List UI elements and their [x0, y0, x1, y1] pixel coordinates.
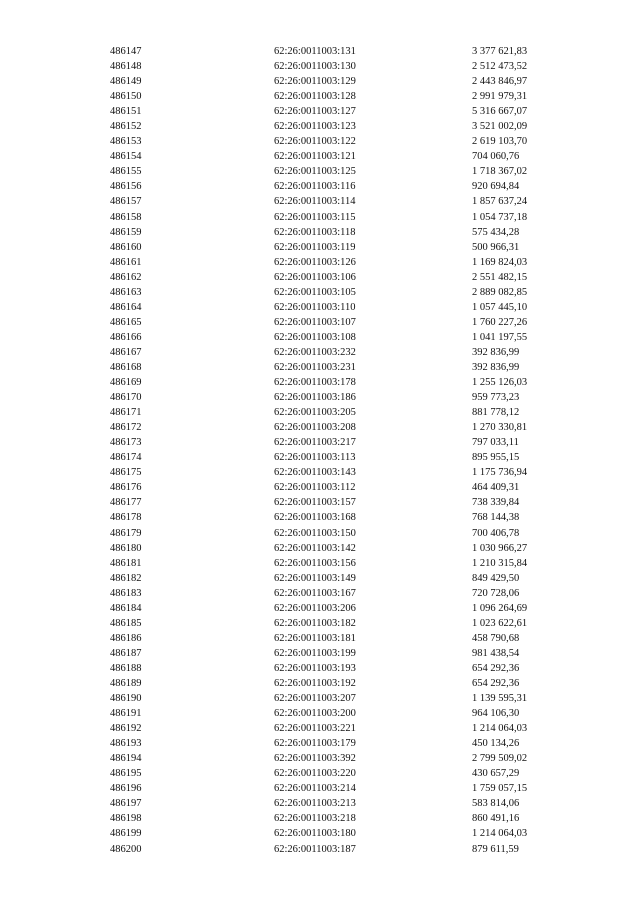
table-row: [110, 59, 562, 74]
cadastral-number-cell: 62:26:0011003:205: [274, 407, 356, 419]
cadastral-number-cell: 62:26:0011003:110: [274, 301, 356, 313]
table-row: [110, 119, 562, 134]
cadastral-value-cell: 2 512 473,52: [472, 61, 528, 73]
cadastral-value-table: [110, 44, 562, 857]
table-row: [110, 826, 562, 841]
row-number-cell: 486147: [110, 46, 142, 58]
cadastral-number-cell: 62:26:0011003:126: [274, 256, 356, 268]
table-row: [110, 766, 562, 781]
table-row: [110, 556, 562, 571]
cadastral-number-cell: 62:26:0011003:105: [274, 286, 356, 298]
table-row: [110, 405, 562, 420]
cadastral-value-cell: 1 718 367,02: [472, 166, 528, 178]
cadastral-number-cell: 62:26:0011003:125: [274, 166, 356, 178]
row-number-cell: 486189: [110, 677, 142, 689]
cadastral-value-cell: 500 966,31: [472, 241, 520, 253]
table-row: [110, 194, 562, 209]
cadastral-number-cell: 62:26:0011003:186: [274, 392, 356, 404]
cadastral-value-cell: 1 057 445,10: [472, 301, 528, 313]
row-number-cell: 486163: [110, 286, 142, 298]
table-row: [110, 526, 562, 541]
cadastral-number-cell: 62:26:0011003:112: [274, 482, 356, 494]
cadastral-number-cell: 62:26:0011003:206: [274, 602, 356, 614]
cadastral-value-cell: 1 210 315,84: [472, 557, 528, 569]
table-row: [110, 420, 562, 435]
row-number-cell: 486155: [110, 166, 142, 178]
row-number-cell: 486183: [110, 587, 142, 599]
table-row: [110, 495, 562, 510]
cadastral-value-cell: 430 657,29: [472, 768, 520, 780]
cadastral-number-cell: 62:26:0011003:118: [274, 226, 356, 238]
row-number-cell: 486177: [110, 497, 142, 509]
row-number-cell: 486166: [110, 331, 142, 343]
cadastral-value-cell: 738 339,84: [472, 497, 520, 509]
cadastral-number-cell: 62:26:0011003:199: [274, 647, 356, 659]
table-row: [110, 300, 562, 315]
cadastral-number-cell: 62:26:0011003:181: [274, 632, 356, 644]
cadastral-number-cell: 62:26:0011003:207: [274, 693, 356, 705]
table-row: [110, 631, 562, 646]
cadastral-number-cell: 62:26:0011003:142: [274, 542, 356, 554]
row-number-cell: 486172: [110, 422, 142, 434]
cadastral-value-cell: 797 033,11: [472, 437, 519, 449]
table-row: [110, 646, 562, 661]
cadastral-number-cell: 62:26:0011003:150: [274, 527, 356, 539]
row-number-cell: 486151: [110, 106, 142, 118]
cadastral-value-cell: 392 836,99: [472, 362, 520, 373]
row-number-cell: 486199: [110, 828, 142, 840]
row-number-cell: 486165: [110, 316, 142, 328]
cadastral-value-cell: 1 214 064,03: [472, 828, 528, 840]
table-row: [110, 164, 562, 179]
cadastral-value-cell: 654 292,36: [472, 662, 520, 674]
cadastral-number-cell: 62:26:0011003:192: [274, 677, 356, 689]
row-number-cell: 486158: [110, 211, 142, 223]
cadastral-number-cell: 62:26:0011003:129: [274, 76, 356, 88]
cadastral-number-cell: 62:26:0011003:114: [274, 196, 356, 208]
cadastral-number-cell: 62:26:0011003:128: [274, 91, 356, 103]
cadastral-number-cell: 62:26:0011003:106: [274, 271, 356, 283]
cadastral-value-cell: 3 377 621,83: [472, 46, 528, 58]
row-number-cell: 486176: [110, 482, 142, 494]
cadastral-number-cell: 62:26:0011003:143: [274, 467, 356, 479]
cadastral-number-cell: 62:26:0011003:130: [274, 61, 356, 73]
cadastral-value-cell: 704 060,76: [472, 151, 520, 163]
table-row: [110, 149, 562, 164]
table-row: [110, 225, 562, 240]
table-row: [110, 179, 562, 194]
row-number-cell: 486164: [110, 301, 142, 313]
cadastral-number-cell: 62:26:0011003:122: [274, 136, 356, 148]
table-row: [110, 601, 562, 616]
row-number-cell: 486187: [110, 647, 142, 659]
row-number-cell: 486160: [110, 241, 142, 253]
cadastral-value-cell: 964 106,30: [472, 708, 520, 720]
cadastral-number-cell: 62:26:0011003:231: [274, 362, 356, 373]
cadastral-value-cell: 654 292,36: [472, 677, 520, 689]
row-number-cell: 486149: [110, 76, 142, 88]
cadastral-value-cell: 768 144,38: [472, 512, 520, 524]
row-number-cell: 486185: [110, 617, 142, 629]
table-row: [110, 661, 562, 676]
row-number-cell: 486181: [110, 557, 142, 569]
row-number-cell: 486153: [110, 136, 142, 148]
table-row: [110, 375, 562, 390]
cadastral-value-cell: 1 096 264,69: [472, 602, 528, 614]
table-row: [110, 691, 562, 706]
cadastral-value-cell: 2 619 103,70: [472, 136, 528, 148]
table-row: [110, 586, 562, 601]
cadastral-value-cell: 464 409,31: [472, 482, 520, 494]
cadastral-number-cell: 62:26:0011003:200: [274, 708, 356, 720]
row-number-cell: 486152: [110, 121, 142, 133]
table-row: [110, 134, 562, 149]
row-number-cell: 486179: [110, 527, 142, 539]
cadastral-number-cell: 62:26:0011003:115: [274, 211, 356, 223]
cadastral-number-cell: 62:26:0011003:213: [274, 798, 356, 810]
cadastral-value-cell: 2 551 482,15: [472, 271, 528, 283]
cadastral-number-cell: 62:26:0011003:168: [274, 512, 356, 524]
cadastral-number-cell: 62:26:0011003:149: [274, 572, 356, 584]
table-row: [110, 465, 562, 480]
row-number-cell: 486162: [110, 271, 142, 283]
row-number-cell: 486168: [110, 362, 142, 373]
table-row: [110, 781, 562, 796]
table-row: [110, 796, 562, 811]
cadastral-value-cell: 1 041 197,55: [472, 331, 528, 343]
row-number-cell: 486174: [110, 452, 142, 464]
table-row: [110, 270, 562, 285]
table-row: [110, 450, 562, 465]
cadastral-number-cell: 62:26:0011003:123: [274, 121, 356, 133]
cadastral-number-cell: 62:26:0011003:113: [274, 452, 356, 464]
table-row: [110, 510, 562, 525]
table-row: [110, 390, 562, 405]
cadastral-value-cell: 458 790,68: [472, 632, 520, 644]
row-number-cell: 486169: [110, 377, 142, 389]
table-row: [110, 435, 562, 450]
cadastral-value-cell: 1 857 637,24: [472, 196, 528, 208]
table-row: [110, 240, 562, 255]
row-number-cell: 486184: [110, 602, 142, 614]
cadastral-number-cell: 62:26:0011003:208: [274, 422, 356, 434]
cadastral-value-cell: 1 139 595,31: [472, 693, 528, 705]
row-number-cell: 486191: [110, 708, 142, 720]
row-number-cell: 486154: [110, 151, 142, 163]
cadastral-value-cell: 1 054 737,18: [472, 211, 528, 223]
table-row: [110, 541, 562, 556]
cadastral-number-cell: 62:26:0011003:167: [274, 587, 356, 599]
table-row: [110, 89, 562, 104]
table-row: [110, 721, 562, 736]
row-number-cell: 486178: [110, 512, 142, 524]
table-row: [110, 841, 562, 856]
table-row: [110, 811, 562, 826]
row-number-cell: 486170: [110, 392, 142, 404]
row-number-cell: 486190: [110, 693, 142, 705]
cadastral-number-cell: 62:26:0011003:179: [274, 738, 356, 750]
row-number-cell: 486171: [110, 407, 142, 419]
table-row: [110, 616, 562, 631]
cadastral-number-cell: 62:26:0011003:218: [274, 813, 356, 825]
cadastral-number-cell: 62:26:0011003:220: [274, 768, 356, 780]
table-row: [110, 676, 562, 691]
cadastral-value-cell: 1 214 064,03: [472, 723, 528, 735]
table-row: [110, 330, 562, 345]
cadastral-value-cell: 2 799 509,02: [472, 753, 528, 765]
cadastral-value-cell: 2 991 979,31: [472, 91, 528, 103]
table-row: [110, 315, 562, 330]
cadastral-value-cell: 1 030 966,27: [472, 542, 528, 554]
cadastral-value-cell: 895 955,15: [472, 452, 520, 464]
row-number-cell: 486182: [110, 572, 142, 584]
cadastral-value-cell: 575 434,28: [472, 226, 520, 238]
row-number-cell: 486150: [110, 91, 142, 103]
row-number-cell: 486188: [110, 662, 142, 674]
cadastral-number-cell: 62:26:0011003:182: [274, 617, 356, 629]
cadastral-value-cell: 700 406,78: [472, 527, 520, 539]
cadastral-number-cell: 62:26:0011003:156: [274, 557, 356, 569]
row-number-cell: 486186: [110, 632, 142, 644]
table-row: [110, 210, 562, 225]
cadastral-value-cell: 1 759 057,15: [472, 783, 528, 795]
cadastral-number-cell: 62:26:0011003:127: [274, 106, 356, 118]
cadastral-value-cell: 1 760 227,26: [472, 316, 528, 328]
cadastral-value-cell: 879 611,59: [472, 843, 519, 855]
row-number-cell: 486200: [110, 843, 142, 855]
row-number-cell: 486198: [110, 813, 142, 825]
table-body: [110, 44, 562, 857]
cadastral-number-cell: 62:26:0011003:214: [274, 783, 356, 795]
row-number-cell: 486197: [110, 798, 142, 810]
cadastral-value-cell: 2 889 082,85: [472, 286, 528, 298]
cadastral-value-cell: 1 169 824,03: [472, 256, 528, 268]
row-number-cell: 486193: [110, 738, 142, 750]
cadastral-value-cell: 583 814,06: [472, 798, 520, 810]
table-row: [110, 706, 562, 721]
cadastral-value-cell: 720 728,06: [472, 587, 520, 599]
table-row: [110, 255, 562, 270]
row-number-cell: 486180: [110, 542, 142, 554]
cadastral-number-cell: 62:26:0011003:178: [274, 377, 356, 389]
cadastral-value-cell: 881 778,12: [472, 407, 520, 419]
row-number-cell: 486159: [110, 226, 142, 238]
row-number-cell: 486196: [110, 783, 142, 795]
cadastral-number-cell: 62:26:0011003:131: [274, 46, 356, 58]
cadastral-number-cell: 62:26:0011003:116: [274, 181, 356, 193]
cadastral-value-cell: 860 491,16: [472, 813, 520, 825]
cadastral-number-cell: 62:26:0011003:193: [274, 662, 356, 674]
cadastral-number-cell: 62:26:0011003:121: [274, 151, 356, 163]
row-number-cell: 486156: [110, 181, 142, 193]
table-row: [110, 736, 562, 751]
row-number-cell: 486167: [110, 346, 142, 358]
table-row: [110, 285, 562, 300]
cadastral-value-cell: 920 694,84: [472, 181, 520, 193]
table-row: [110, 751, 562, 766]
cadastral-value-cell: 1 255 126,03: [472, 377, 528, 389]
cadastral-number-cell: 62:26:0011003:187: [274, 843, 356, 855]
cadastral-value-cell: 1 023 622,61: [472, 617, 528, 629]
row-number-cell: 486192: [110, 723, 142, 735]
cadastral-number-cell: 62:26:0011003:392: [274, 753, 356, 765]
cadastral-value-cell: 1 175 736,94: [472, 467, 528, 479]
cadastral-number-cell: 62:26:0011003:108: [274, 331, 356, 343]
cadastral-value-cell: 849 429,50: [472, 572, 520, 584]
row-number-cell: 486148: [110, 61, 142, 73]
cadastral-value-cell: 5 316 667,07: [472, 106, 528, 118]
table-row: [110, 74, 562, 89]
cadastral-value-cell: 959 773,23: [472, 392, 520, 404]
table-row: [110, 360, 562, 375]
cadastral-value-cell: 2 443 846,97: [472, 76, 528, 88]
row-number-cell: 486175: [110, 467, 142, 479]
cadastral-number-cell: 62:26:0011003:221: [274, 723, 356, 735]
row-number-cell: 486194: [110, 753, 142, 765]
cadastral-number-cell: 62:26:0011003:217: [274, 437, 356, 449]
cadastral-value-cell: 392 836,99: [472, 346, 520, 358]
table-row: [110, 345, 562, 360]
cadastral-number-cell: 62:26:0011003:107: [274, 316, 356, 328]
cadastral-number-cell: 62:26:0011003:157: [274, 497, 356, 509]
cadastral-number-cell: 62:26:0011003:180: [274, 828, 356, 840]
table-row: [110, 480, 562, 495]
row-number-cell: 486195: [110, 768, 142, 780]
cadastral-value-cell: 3 521 002,09: [472, 121, 528, 133]
row-number-cell: 486157: [110, 196, 142, 208]
cadastral-number-cell: 62:26:0011003:119: [274, 241, 356, 253]
cadastral-value-cell: 1 270 330,81: [472, 422, 528, 434]
cadastral-value-cell: 981 438,54: [472, 647, 520, 659]
table-row: [110, 104, 562, 119]
row-number-cell: 486161: [110, 256, 142, 268]
cadastral-number-cell: 62:26:0011003:232: [274, 346, 356, 358]
table-row: [110, 571, 562, 586]
row-number-cell: 486173: [110, 437, 142, 449]
table-row: [110, 44, 562, 59]
cadastral-value-cell: 450 134,26: [472, 738, 520, 750]
